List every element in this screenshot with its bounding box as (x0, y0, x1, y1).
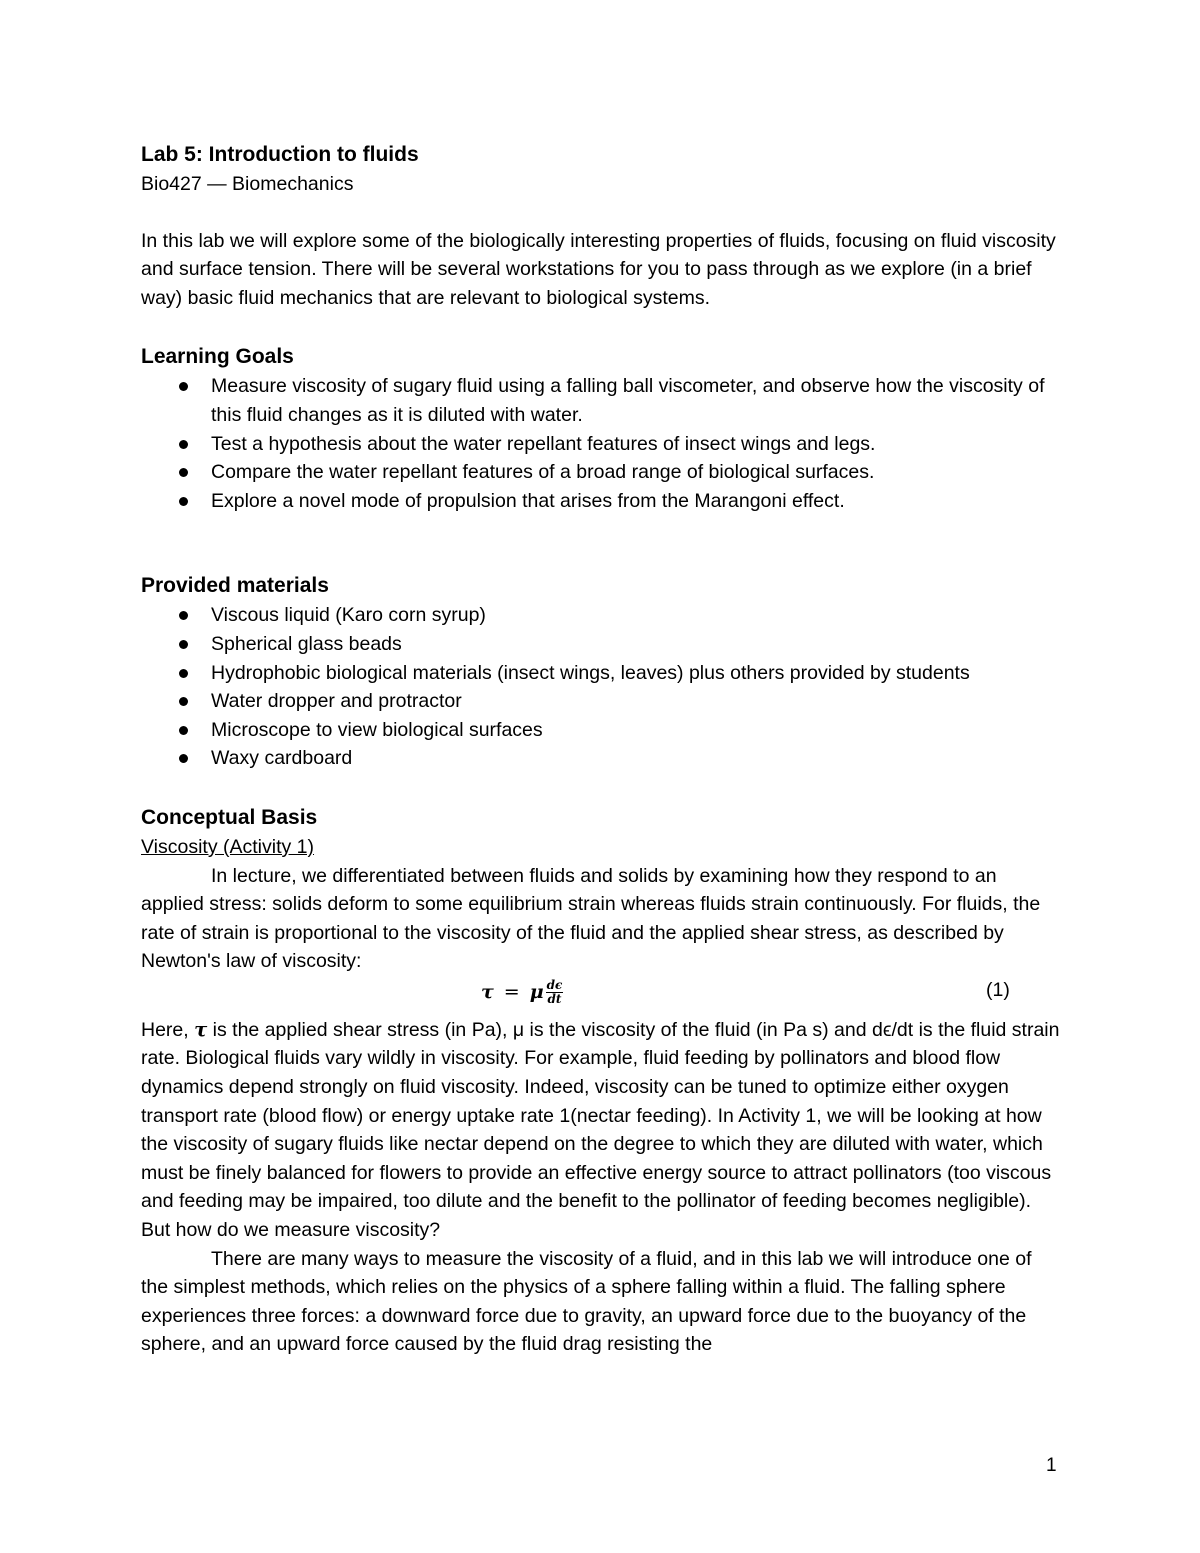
page-number: 1 (1046, 1455, 1057, 1476)
viscosity-paragraph-3: There are many ways to measure the viscosity of a fluid, and in this lab we will introduce one of the simplest methods, which relies on the physics of a sphere falling within a fluid. The falling sphere experiences three forces: a downward force due to gravity, an upward force due to the buoyancy of the sphere, and an upward force caused by the fluid drag resisting the (141, 1247, 1032, 1356)
bullet-icon (179, 726, 188, 735)
list-item: Hydrophobic biological materials (insect wings, leaves) plus others provided by students (141, 659, 1061, 688)
conceptual-basis-heading: Conceptual Basis (141, 805, 318, 829)
equation-body (481, 978, 563, 1007)
list-item: Explore a novel mode of propulsion that arises from the Marangoni effect. (141, 487, 1061, 516)
document-page (141, 140, 1061, 1359)
viscosity-paragraph-1: In lecture, we differentiated between fluids and solids by examining how they respond to an applied stress: solids deform to some equilibrium strain whereas fluids strain continuously. For fluids, the rate of strain is proportional to the viscosity of the fluid and the applied shear stress, as described by Newton's law of viscosity: (141, 864, 1041, 973)
equation-mu: μ (529, 980, 544, 1003)
inline-tau-symbol: τ (194, 1017, 208, 1041)
list-item: Measure viscosity of sugary fluid using a falling ball viscometer, and observe how the viscosity of this fluid changes as it is diluted with water. (141, 372, 1061, 429)
bullet-icon (179, 611, 188, 620)
bullet-icon (179, 468, 188, 477)
list-item: Viscous liquid (Karo corn syrup) (141, 601, 1061, 630)
list-item: Water dropper and protractor (141, 687, 1061, 716)
newton-viscosity-equation (141, 976, 1061, 1016)
learning-goals-heading: Learning Goals (141, 345, 294, 369)
bullet-icon (179, 640, 188, 649)
equation-denominator: dt (547, 991, 562, 1006)
list-item: Compare the water repellant features of a broad range of biological surfaces. (141, 458, 1061, 487)
bullet-icon (179, 697, 188, 706)
list-item: Microscope to view biological surfaces (141, 716, 1061, 745)
equation-equals: = (503, 980, 520, 1003)
document-title: Lab 5: Introduction to fluids (141, 143, 419, 166)
equation-numerator: dϵ (546, 977, 563, 992)
viscosity-paragraph-2: Here, τ is the applied shear stress (in Pa), μ is the viscosity of the fluid (in Pa s) and dϵ/dt is the fluid strain rate. Biological fluids vary wildly in viscosity. For example, fluid feeding by pollinators and blood flow dynamics depend strongly on fluid viscosity. Indeed, viscosity can be tuned to optimize either oxygen transport rate (blood flow) or energy uptake rate 1(nectar feeding). In Activity 1, we will be looking at how the viscosity of sugary fluids like nectar depend on the degree to which they are diluted with water, which must be finely balanced for flowers to provide an effective energy source to attract pollinators (too viscous and feeding may be impaired, too dilute and the benefit to the pollinator of feeding becomes negligible). But how do we measure viscosity? (141, 1017, 1060, 1242)
learning-goals-list (141, 372, 1061, 515)
bullet-icon (179, 669, 188, 678)
viscosity-subheading: Viscosity (Activity 1) (141, 835, 315, 858)
document-subtitle: Bio427 — Biomechanics (141, 173, 354, 195)
materials-list (141, 601, 1061, 773)
bullet-icon (179, 382, 188, 391)
equation-tau: τ (481, 980, 494, 1003)
equation-fraction (546, 979, 564, 1006)
list-item: Waxy cardboard (141, 744, 1061, 773)
bullet-icon (179, 754, 188, 763)
list-item: Test a hypothesis about the water repellant features of insect wings and legs. (141, 430, 1061, 459)
equation-number: (1) (986, 978, 1010, 1001)
bullet-icon (179, 497, 188, 506)
list-item: Spherical glass beads (141, 630, 1061, 659)
intro-paragraph: In this lab we will explore some of the biologically interesting properties of fluids, focusing on fluid viscosity and surface tension. There will be several workstations for you to pass through as we explore (in a brief way) basic fluid mechanics that are relevant to biological systems. (141, 229, 1056, 309)
materials-heading: Provided materials (141, 574, 329, 598)
bullet-icon (179, 440, 188, 449)
